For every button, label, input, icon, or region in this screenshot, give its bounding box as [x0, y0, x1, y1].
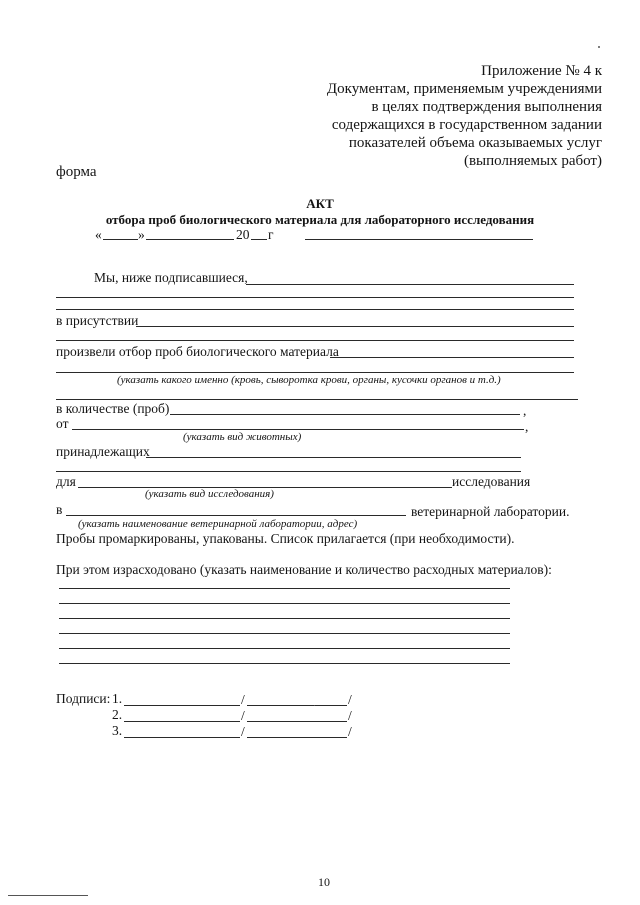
- signature-1-name-field[interactable]: [247, 705, 347, 706]
- lab-label: ветеринарной лаборатории.: [411, 504, 570, 519]
- from-field[interactable]: [72, 429, 524, 430]
- day-field[interactable]: [103, 239, 138, 240]
- for-label: для: [56, 474, 76, 489]
- scan-speck: [598, 46, 600, 48]
- month-field[interactable]: [146, 239, 234, 240]
- header-line: содержащихся в государственном задании: [331, 117, 602, 133]
- lab-hint: (указать наименование ветеринарной лаборатории, адрес): [78, 518, 358, 530]
- signed-field-line[interactable]: [56, 297, 574, 298]
- lab-field[interactable]: [66, 515, 406, 516]
- page-number: 10: [318, 875, 330, 889]
- sampled-field-line[interactable]: [56, 399, 578, 400]
- presence-field[interactable]: [136, 326, 574, 327]
- sampled-hint: (указать какого именно (кровь, сыворотка крови, органы, кусочки органов и т.д.): [117, 374, 501, 386]
- presence-field-line[interactable]: [56, 340, 574, 341]
- sampled-label: произвели отбор проб биологического материала: [56, 344, 339, 359]
- spent-field-line[interactable]: [59, 618, 510, 619]
- from-label: от: [56, 416, 69, 431]
- spent-field-line[interactable]: [59, 633, 510, 634]
- header-line: в целях подтверждения выполнения: [371, 99, 602, 115]
- appendix-number: Приложение № 4 к: [481, 63, 602, 79]
- place-field[interactable]: [305, 239, 533, 240]
- signed-label: Мы, ниже подписавшиеся,: [94, 270, 248, 285]
- signature-number: 3.: [112, 723, 123, 738]
- signatures-label: Подписи:: [56, 691, 111, 706]
- signature-2-field[interactable]: [124, 721, 240, 722]
- signature-1-field[interactable]: [124, 705, 240, 706]
- document-title: АКТ: [306, 196, 334, 211]
- signature-2-name-field[interactable]: [247, 721, 347, 722]
- signature-number: 1.: [112, 691, 123, 706]
- quantity-label: в количестве (проб): [56, 401, 170, 416]
- footnote-divider: [8, 895, 88, 896]
- sampled-field[interactable]: [330, 357, 574, 358]
- in-label: в: [56, 502, 63, 517]
- packed-text: Пробы промаркированы, упакованы. Список прилагается (при необходимости).: [56, 531, 515, 546]
- header-line: (выполняемых работ): [463, 153, 602, 169]
- form-label: форма: [56, 164, 97, 180]
- signature-3-field[interactable]: [124, 737, 240, 738]
- signature-number: 2.: [112, 707, 123, 722]
- signature-3-name-field[interactable]: [247, 737, 347, 738]
- belonging-label: принадлежащих: [56, 444, 150, 459]
- spent-field-line[interactable]: [59, 588, 510, 589]
- document-subtitle: отбора проб биологического материала для лабораторного исследования: [105, 212, 535, 227]
- research-label: исследования: [452, 474, 531, 489]
- year-field[interactable]: [251, 239, 267, 240]
- presence-label: в присутствии: [56, 313, 139, 328]
- signed-field-line[interactable]: [56, 309, 574, 310]
- animal-hint: (указать вид животных): [183, 431, 302, 443]
- research-hint: (указать вид исследования): [145, 488, 274, 500]
- header-line: Документам, применяемым учреждениями: [326, 81, 602, 97]
- signed-field[interactable]: [246, 284, 574, 285]
- spent-field-line[interactable]: [59, 663, 510, 664]
- belonging-field[interactable]: [146, 457, 521, 458]
- spent-label: При этом израсходовано (указать наименование и количество расходных материалов):: [56, 562, 552, 577]
- header-line: показателей объема оказываемых услуг: [348, 135, 602, 151]
- scan-speck: [314, 705, 315, 706]
- spent-field-line[interactable]: [59, 603, 510, 604]
- belonging-field-line[interactable]: [56, 471, 521, 472]
- quantity-field[interactable]: [170, 414, 520, 415]
- spent-field-line[interactable]: [59, 648, 510, 649]
- sampled-field-line[interactable]: [56, 372, 574, 373]
